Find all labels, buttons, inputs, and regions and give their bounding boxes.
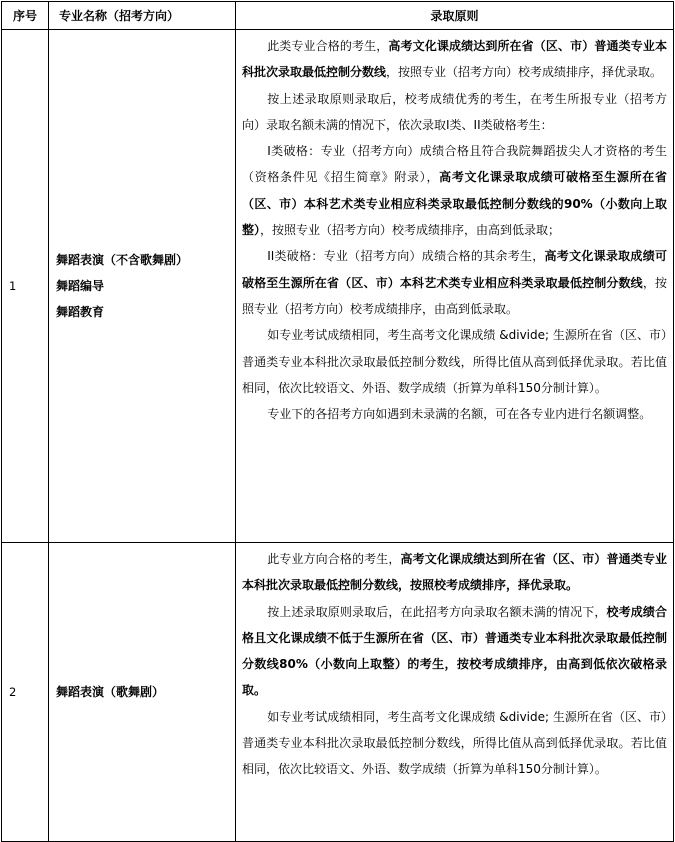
- serial-number-cell: 2: [2, 543, 49, 842]
- major-name: 舞蹈教育: [56, 305, 105, 319]
- major-name-cell: [49, 30, 236, 543]
- rule-text: 此专业方向合格的考生，: [267, 552, 401, 566]
- rule-text-bold: 高考文化课成绩达到所在省（区、市）普通类专业本科批次录取最低控制分数线，按照校考成绩排序，择优录取。: [242, 552, 667, 593]
- rule-text: ，按照专业（招考方向）校考成绩排序，择优录取。: [386, 65, 663, 80]
- rule-paragraph: 按上述录取原则录取后，校考成绩优秀的考生，在考生所报专业（招考方向）录取名额未满的情况下，依次录取I类、II类破格考生：: [242, 91, 667, 132]
- admission-rules-table: [1, 1, 674, 842]
- serial-number-cell: 1: [2, 30, 49, 543]
- rule-paragraph: [242, 546, 667, 599]
- rule-text: II类破格：专业（招考方向）成绩合格的其余考生，: [267, 249, 545, 264]
- table-row: [2, 543, 674, 842]
- rule-paragraph: 如专业考试成绩相同，考生高考文化课成绩 &divide; 生源所在省（区、市）普通类专业本科批次录取最低控制分数线，所得比值从高到低择优录取。若比值相同，依次比较语文、外语、数学成绩（折算为单科150分制计算）。: [242, 709, 667, 777]
- major-name: 舞蹈表演（歌舞剧）: [56, 685, 165, 699]
- rule-text-bold: 高考文化课录取成绩可破格至生源所在省（区、市）本科艺术类专业相应科类录取最低控制分数线的90%（小数向上取整）: [242, 170, 667, 238]
- rule-text: 按上述录取原则录取后，在此招考方向录取名额未满的情况下，: [267, 604, 607, 619]
- rule-paragraph: 如专业考试成绩相同，考生高考文化课成绩 &divide; 生源所在省（区、市）普通类专业本科批次录取最低控制分数线，所得比值从高到低择优录取。若比值相同，依次比较语文、外语、数学成绩（折算为单科150分制计算）。: [242, 328, 667, 395]
- rule-paragraph: [242, 599, 667, 704]
- rule-text: ，按照专业（招考方向）校考成绩排序，由高到低录取。: [242, 275, 667, 316]
- rule-paragraph: [242, 138, 667, 243]
- rule-text: I类破格：专业（招考方向）成绩合格且符合我院舞蹈拔尖人才资格的考生（资格条件见《招生简章》附录），: [242, 144, 667, 185]
- header-major-name: 专业名称（招考方向）: [49, 2, 236, 30]
- rule-text-bold: 校考成绩合格且文化课成绩不低于生源所在省（区、市）普通类专业本科批次录取最低控制分数线80%（小数向上取整）的考生，按校考成绩排序，由高到低依次破格录取。: [242, 604, 667, 698]
- rule-text: 此类专业合格的考生，: [267, 39, 389, 53]
- major-name: 舞蹈编导: [56, 279, 105, 293]
- table-header-row: [2, 2, 674, 30]
- rule-paragraph: [242, 243, 667, 322]
- rule-paragraph: [242, 33, 667, 86]
- header-admission-rule: 录取原则: [236, 2, 674, 30]
- rule-text-bold: 高考文化课录取成绩可破格至生源所在省（区、市）本科艺术类专业相应科类录取最低控制分数线: [242, 249, 667, 290]
- rule-paragraph: 专业下的各招考方向如遇到未录满的名额，可在各专业内进行名额调整。: [267, 407, 652, 422]
- header-serial-number: 序号: [2, 2, 49, 30]
- rule-text-bold: 高考文化课成绩达到所在省（区、市）普通类专业本科批次录取最低控制分数线: [242, 39, 667, 80]
- admission-rule-cell: [236, 543, 674, 842]
- major-name-cell: [49, 543, 236, 842]
- rule-text: ，按照专业（招考方向）校考成绩排序，由高到低录取；: [260, 223, 561, 238]
- admission-rule-cell: [236, 30, 674, 543]
- major-name: 舞蹈表演（不含歌舞剧）: [56, 253, 189, 267]
- table-row: [2, 30, 674, 543]
